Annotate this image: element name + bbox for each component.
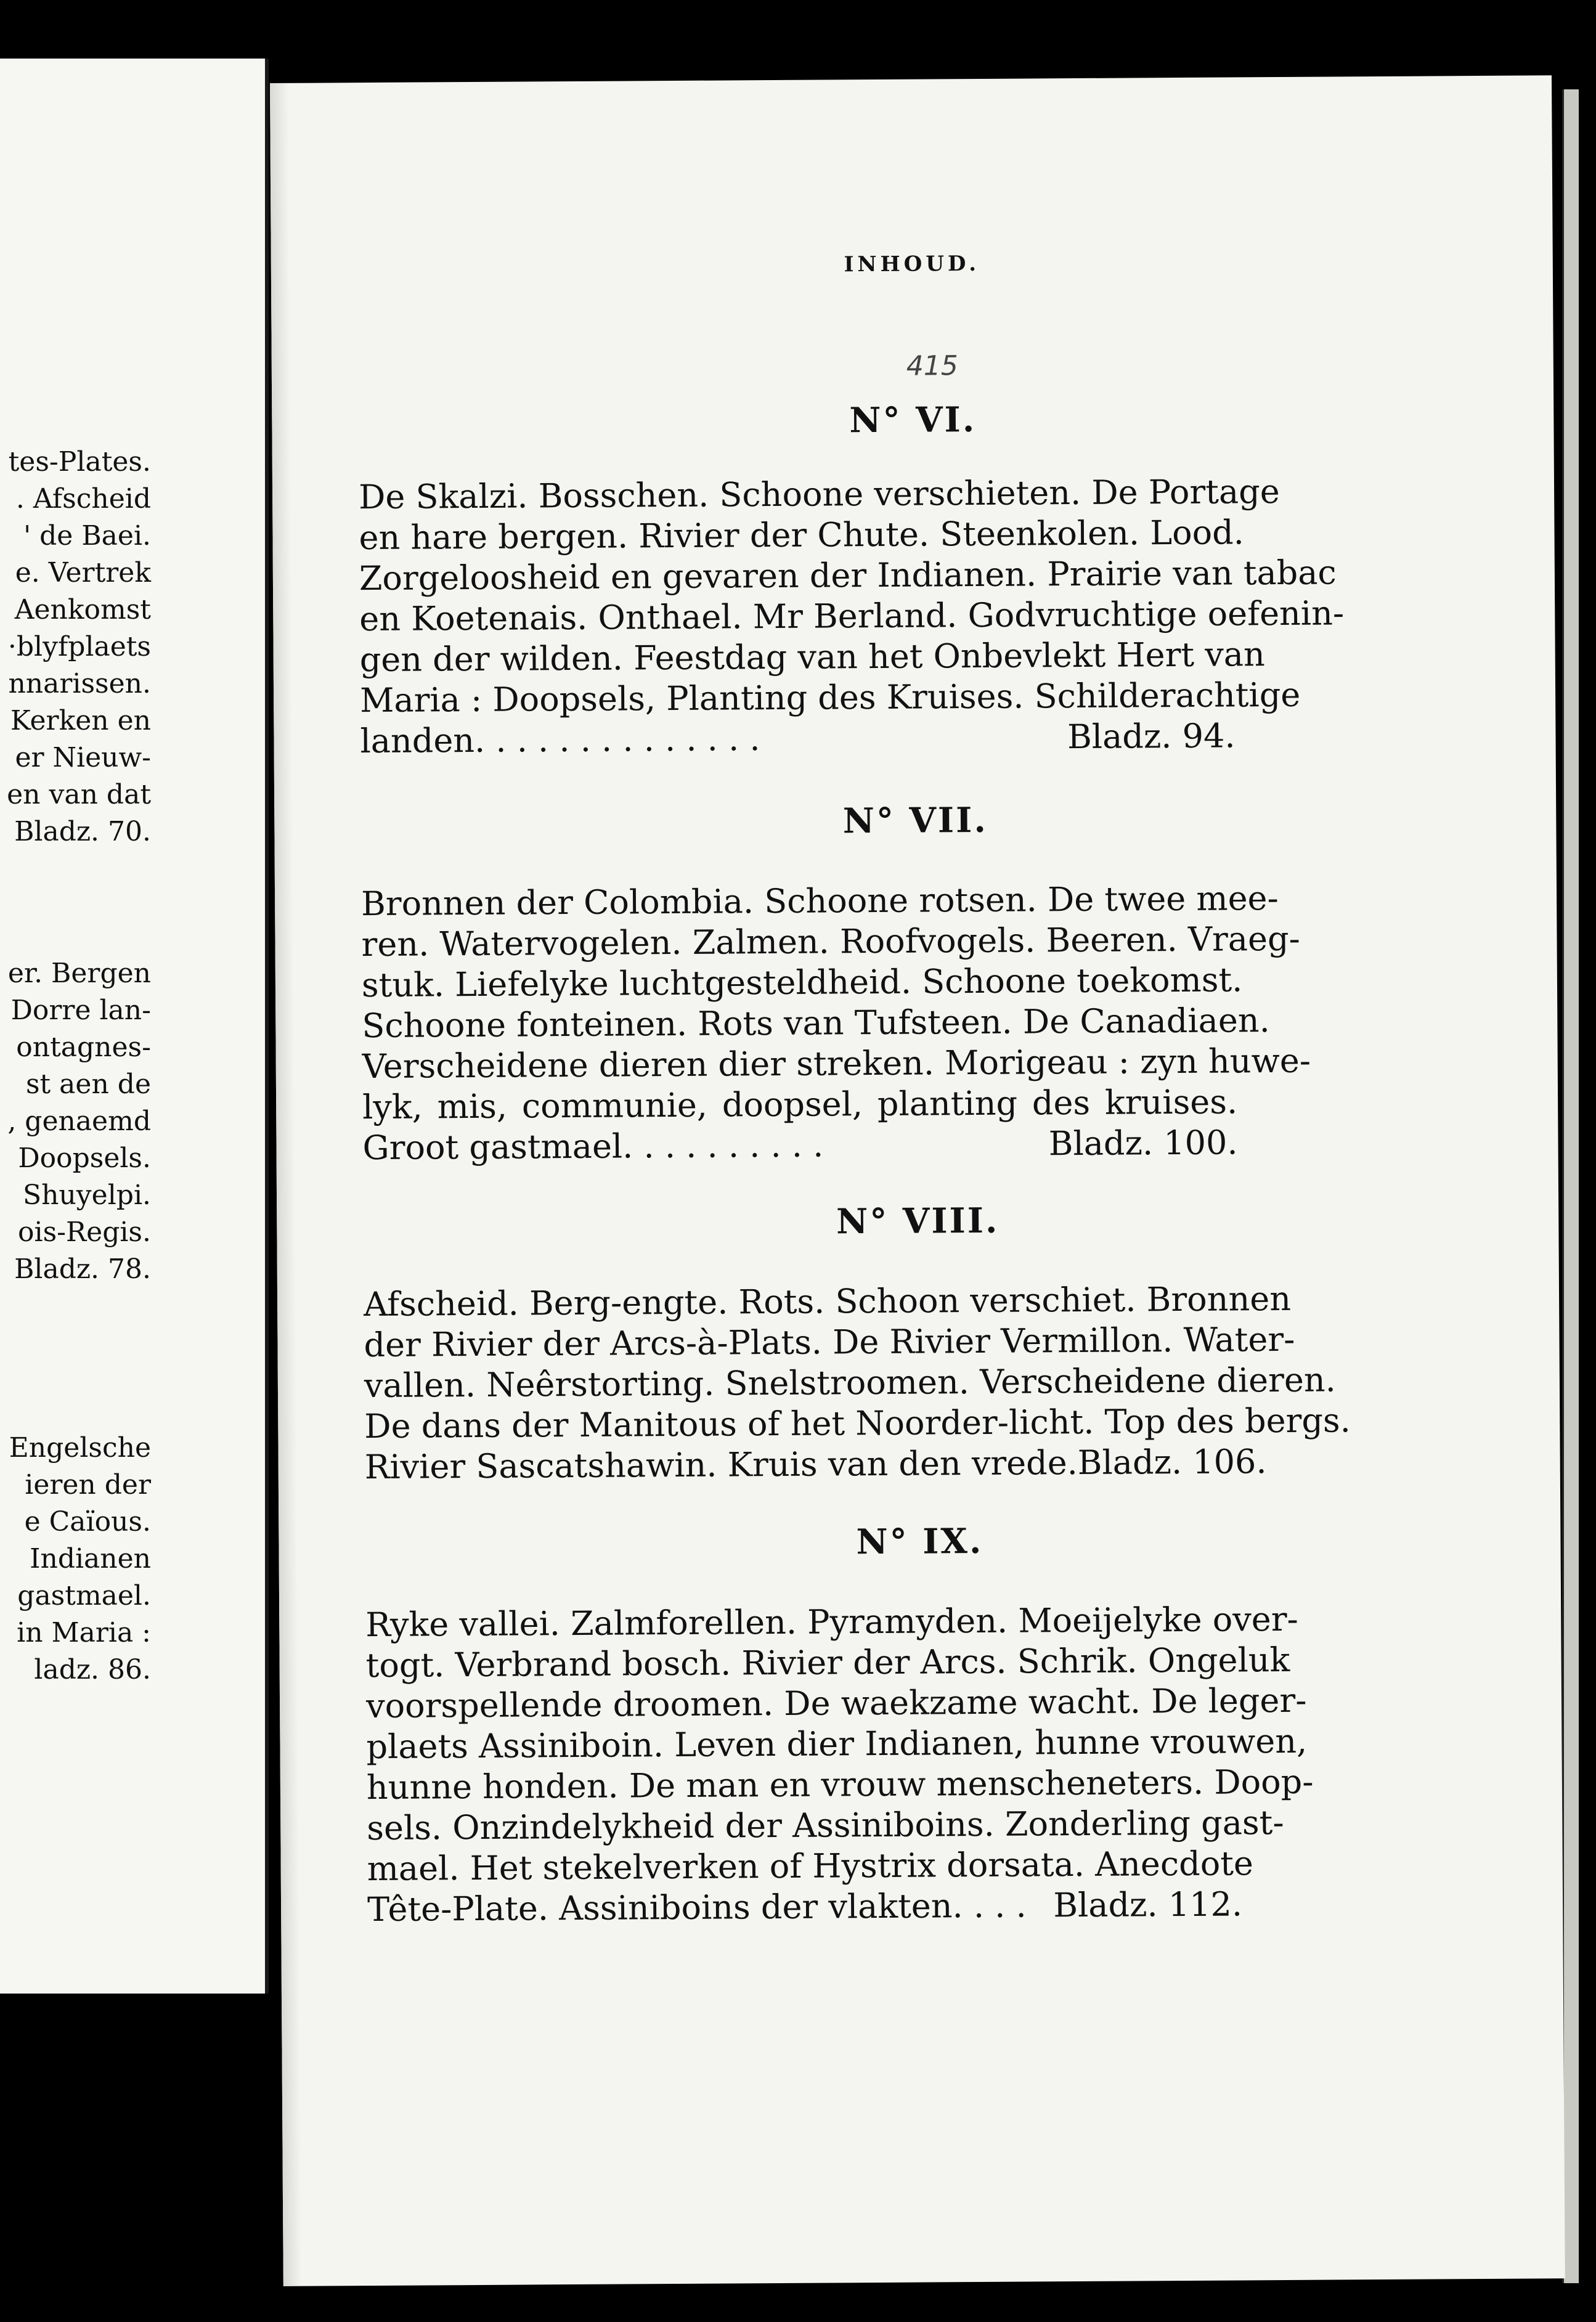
left-line: er Nieuw- <box>15 742 151 773</box>
left-line: nnarissen. <box>8 668 151 699</box>
contents-page <box>270 75 1565 2286</box>
handwritten-page-number: 415 <box>906 350 958 382</box>
text-line: sels. Onzindelykheid der Assiniboins. Zonderling gast- <box>367 1803 1284 1848</box>
text-line: en hare bergen. Rivier der Chute. Steenkolen. Lood. <box>359 513 1245 558</box>
section-body <box>360 878 1311 1168</box>
section-body <box>358 471 1345 762</box>
text-line: hunne honden. De man en vrouw menscheneters. Doop- <box>366 1762 1314 1807</box>
section-heading: N° VI. <box>849 399 977 441</box>
text-line: en Koetenais. Onthael. Mr Berland. Godvruchtige oefenin- <box>359 593 1345 639</box>
text-line: gen der wilden. Feestdag van het Onbevlekt Hert van <box>359 635 1265 680</box>
left-line: gastmael. <box>17 1580 151 1611</box>
text-line: voorspellende droomen. De waekzame wacht. De leger- <box>365 1680 1307 1726</box>
text-line: Zorgeloosheid en gevaren der Indianen. Prairie van tabac <box>359 553 1337 598</box>
text-line <box>362 1122 1237 1168</box>
previous-page-text <box>7 444 151 1689</box>
text-line: mael. Het stekelverken of Hystrix dorsata. Anecdote <box>367 1844 1254 1889</box>
section-heading: N° VIII. <box>836 1200 1000 1242</box>
text-line: ren. Watervogelen. Zalmen. Roofvogels. Beeren. Vraeg- <box>361 919 1300 964</box>
line-text: Groot gastmael. . . . . . . . . . <box>362 1125 824 1168</box>
left-line: Bladz. 78. <box>14 1253 151 1285</box>
page-reference: Bladz. 106. <box>1077 1442 1267 1483</box>
text-line: lyk, mis, communie, doopsel, planting des kruises. <box>362 1082 1238 1127</box>
text-line: togt. Verbrand bosch. Rivier der Arcs. Schrik. Ongeluk <box>365 1640 1290 1685</box>
text-line: Afscheid. Berg-engte. Rots. Schoon verschiet. Bronnen <box>363 1279 1292 1324</box>
left-line: ieren der <box>25 1469 151 1501</box>
section-heading: N° IX. <box>856 1520 983 1563</box>
left-line: st aen de <box>25 1069 151 1100</box>
left-line: Kerken en <box>10 705 151 736</box>
left-line: ladz. 86. <box>34 1654 151 1685</box>
text-line: stuk. Liefelyke luchtgesteldheid. Schoone toekomst. <box>361 960 1243 1005</box>
left-line: Bladz. 70. <box>14 816 151 847</box>
text-line: der Rivier der Arcs-à-Plats. De Rivier Vermillon. Water- <box>364 1319 1295 1365</box>
text-line: Schoone fonteinen. Rots van Tufsteen. De Canadiaen. <box>362 1001 1270 1046</box>
left-line: . Afscheid <box>15 483 151 515</box>
section-body <box>365 1599 1314 1930</box>
left-line: Doopsels. <box>18 1143 151 1174</box>
text-line: vallen. Neêrstorting. Snelstroomen. Verscheidene dieren. <box>364 1360 1336 1406</box>
left-line: , genaemd <box>7 1106 151 1137</box>
left-line: Dorre lan- <box>10 995 151 1026</box>
page-reference: Bladz. 100. <box>1048 1123 1238 1163</box>
left-line: er. Bergen <box>7 958 151 989</box>
line-text: Rivier Sascatshawin. Kruis van den vrede. <box>364 1443 1078 1487</box>
running-head: INHOUD. <box>844 251 980 277</box>
text-line: Ryke vallei. Zalmforellen. Pyramyden. Moeijelyke over- <box>365 1599 1298 1645</box>
left-line: Shuyelpi. <box>22 1179 151 1211</box>
line-text: Tête-Plate. Assiniboins der vlakten. . . . <box>367 1886 1027 1929</box>
left-line: in Maria : <box>17 1617 151 1648</box>
left-line: ' de Baei. <box>23 520 151 552</box>
text-line: Verscheidene dieren dier streken. Morigeau : zyn huwe- <box>362 1041 1311 1086</box>
left-line: e. Vertrek <box>15 557 151 589</box>
left-line: ·blyfplaets <box>7 631 151 662</box>
text-line: Bronnen der Colombia. Schoone rotsen. De twee mee- <box>360 879 1279 924</box>
text-line: De Skalzi. Bosschen. Schoone verschieten. De Portage <box>358 472 1280 517</box>
page-edge <box>1562 89 1579 2283</box>
left-line: Aenkomst <box>14 594 151 625</box>
previous-page <box>0 59 269 1994</box>
left-line: tes-Plates. <box>8 446 151 478</box>
text-line: plaets Assiniboin. Leven dier Indianen, hunne vrouwen, <box>366 1721 1308 1767</box>
section-body <box>363 1279 1351 1488</box>
left-line: Indianen <box>30 1543 151 1574</box>
left-line: Engelsche <box>9 1432 151 1464</box>
left-line: e Caïous. <box>24 1506 151 1538</box>
text-line: Maria : Doopsels, Planting des Kruises. Schilderachtige <box>359 675 1301 720</box>
left-line: ontagnes- <box>16 1032 151 1063</box>
page-reference: Bladz. 112. <box>1053 1884 1243 1925</box>
left-line: en van dat <box>7 779 151 810</box>
section-heading: N° VII. <box>842 799 988 842</box>
text-line <box>367 1884 1242 1930</box>
line-text: landen. . . . . . . . . . . . . . <box>360 719 760 761</box>
page-reference: Bladz. 94. <box>1067 716 1236 757</box>
text-line: De dans der Manitous of het Noorder-licht. Top des bergs. <box>364 1401 1351 1446</box>
text-line <box>360 715 1235 762</box>
left-line: ois-Regis. <box>18 1216 151 1248</box>
text-line <box>364 1441 1267 1488</box>
